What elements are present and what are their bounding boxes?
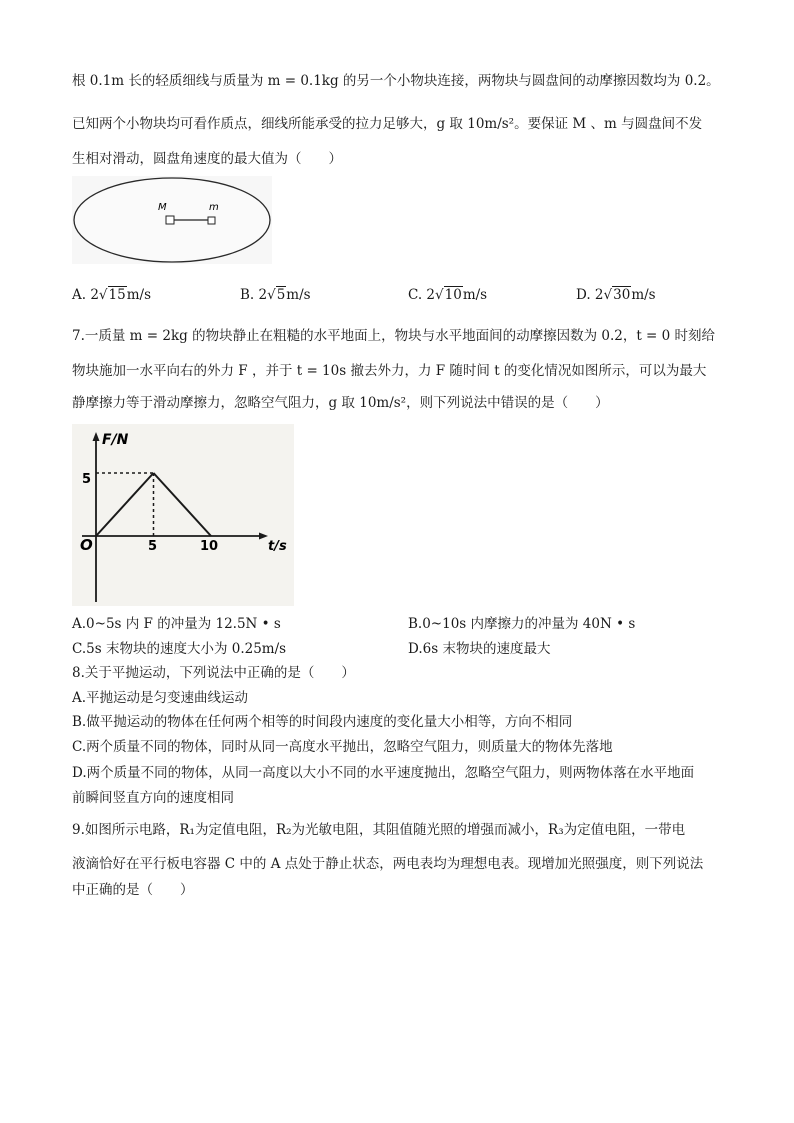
q6-line-3: 生相对滑动，圆盘角速度的最大值为（ ） bbox=[72, 151, 342, 167]
y-axis-label: F/N bbox=[102, 432, 129, 448]
q6-option-d[interactable] bbox=[576, 286, 656, 304]
q9-line-3: 中正确的是（ ） bbox=[72, 882, 194, 898]
x-tick-label-10: 10 bbox=[200, 539, 219, 554]
option-prefix: D. 2 bbox=[576, 287, 604, 303]
x-tick-label-5: 5 bbox=[148, 539, 158, 554]
q8-option-b[interactable]: B.做平抛运动的物体在任何两个相等的时间段内速度的变化量大小相等，方向不相同 bbox=[72, 714, 573, 730]
option-prefix: B. 2 bbox=[240, 287, 268, 303]
sqrt-sign: √15 bbox=[98, 287, 126, 303]
q8-option-a[interactable]: A.平抛运动是匀变速曲线运动 bbox=[72, 690, 249, 706]
radicand: 5 bbox=[276, 287, 286, 303]
q7-line-2: 物块施加一水平向右的外力 F ，并于 t = 10s 撤去外力，力 F 随时间 t 的变化情况如图所示，可以为最大 bbox=[72, 363, 707, 379]
radicand: 10 bbox=[444, 287, 462, 303]
graph-background bbox=[72, 424, 294, 606]
sqrt-sign: √5 bbox=[267, 287, 286, 303]
option-prefix: A. 2 bbox=[72, 287, 99, 303]
q8-option-d-line-1[interactable]: D.两个质量不同的物体，从同一高度以大小不同的水平速度抛出，忽略空气阻力，则两物体落在水平地面 bbox=[72, 765, 695, 781]
origin-label: O bbox=[80, 536, 93, 554]
x-axis-label: t/s bbox=[268, 539, 287, 554]
sqrt-sign: √30 bbox=[603, 287, 631, 303]
q7-option-b[interactable]: B.0~10s 内摩擦力的冲量为 40N • s bbox=[408, 616, 636, 632]
label-m: m bbox=[209, 202, 219, 213]
y-tick-label-5: 5 bbox=[82, 472, 92, 487]
radicand: 15 bbox=[108, 287, 126, 303]
sqrt-sign: √10 bbox=[435, 287, 462, 303]
q9-line-1: 9.如图所示电路，R₁为定值电阻，R₂为光敏电阻，其阻值随光照的增强而减小，R₃为定值电阻，一带电 bbox=[72, 822, 686, 838]
unit: m/s bbox=[462, 287, 488, 303]
option-prefix: C. 2 bbox=[408, 287, 436, 303]
unit: m/s bbox=[631, 287, 656, 303]
q8-option-d-line-2: 前瞬间竖直方向的速度相同 bbox=[72, 790, 234, 806]
q6-line-2: 已知两个小物块均可看作质点，细线所能承受的拉力足够大，g 取 10m/s²。要保证 M 、m 与圆盘间不发 bbox=[72, 116, 703, 132]
unit: m/s bbox=[286, 287, 311, 303]
q6-line-1: 根 0.1m 长的轻质细线与质量为 m = 0.1kg 的另一个小物块连接，两物块与圆盘间的动摩擦因数均为 0.2。 bbox=[72, 73, 720, 89]
q7-line-1: 7.一质量 m = 2kg 的物块静止在粗糙的水平地面上，物块与水平地面间的动摩擦因数为 0.2，t = 0 时刻给 bbox=[72, 328, 716, 344]
q9-line-2: 液滴恰好在平行板电容器 C 中的 A 点处于静止状态，两电表均为理想电表。现增加光照强度，则下列说法 bbox=[72, 856, 704, 872]
block-M bbox=[166, 216, 174, 224]
label-M: M bbox=[158, 202, 167, 213]
q7-option-d[interactable]: D.6s 末物块的速度最大 bbox=[408, 641, 551, 657]
q8-option-c[interactable]: C.两个质量不同的物体，同时从同一高度水平抛出，忽略空气阻力，则质量大的物体先落地 bbox=[72, 739, 613, 755]
q6-disk-figure bbox=[72, 176, 272, 264]
q7-option-c[interactable]: C.5s 末物块的速度大小为 0.25m/s bbox=[72, 641, 287, 657]
radicand: 30 bbox=[613, 287, 631, 303]
block-m bbox=[208, 217, 215, 224]
q6-option-b[interactable] bbox=[240, 286, 311, 304]
q6-option-a[interactable] bbox=[72, 286, 151, 304]
q7-line-3: 静摩擦力等于滑动摩擦力，忽略空气阻力，g 取 10m/s²，则下列说法中错误的是（ ） bbox=[72, 395, 609, 411]
q6-option-c[interactable] bbox=[408, 286, 487, 304]
q7-option-a[interactable]: A.0~5s 内 F 的冲量为 12.5N • s bbox=[72, 616, 281, 632]
unit: m/s bbox=[126, 287, 151, 303]
q7-force-time-graph bbox=[72, 424, 294, 606]
q8-stem: 8.关于平抛运动，下列说法中正确的是（ ） bbox=[72, 665, 355, 681]
